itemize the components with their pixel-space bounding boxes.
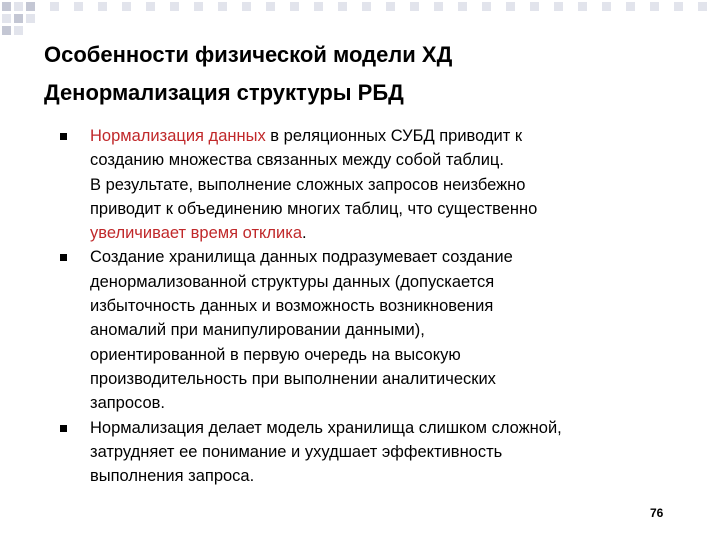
square-bullet-icon <box>60 133 67 140</box>
decor-square <box>14 26 23 35</box>
decor-square <box>98 2 107 11</box>
bullet-1-line-4: приводит к объединению многих таблиц, что существенно <box>90 199 538 218</box>
decor-square <box>314 2 323 11</box>
decor-square <box>506 2 515 11</box>
bullet-text-1 <box>90 124 682 245</box>
decor-square <box>434 2 443 11</box>
bullet-2-line-6: производительность при выполнении аналитических <box>90 369 496 388</box>
bullet-2-line-2: денормализованной структуры данных (допускается <box>90 272 495 291</box>
title-line-2: Денормализация структуры РБД <box>44 80 404 105</box>
bullet-2-line-4: аномалий при манипулировании данными), <box>90 321 425 340</box>
square-bullet-icon <box>60 254 67 261</box>
decor-square <box>26 14 35 23</box>
bullet-list <box>50 124 682 488</box>
decor-square <box>482 2 491 11</box>
decor-square <box>2 14 11 23</box>
bullet-item-2 <box>50 245 682 415</box>
decor-square <box>50 2 59 11</box>
decor-square <box>2 2 11 11</box>
decor-square <box>194 2 203 11</box>
decor-square <box>2 26 11 35</box>
bullet-2-line-7: запросов. <box>90 394 165 413</box>
body-text: в реляционных СУБД приводит к <box>265 127 523 145</box>
decor-square <box>362 2 371 11</box>
title-line-1: Особенности физической модели ХД <box>44 42 453 67</box>
page-number: 76 <box>650 506 664 520</box>
decor-square <box>698 2 707 11</box>
decor-square <box>242 2 251 11</box>
decor-square <box>122 2 131 11</box>
decor-square <box>674 2 683 11</box>
bullet-1-line-5 <box>90 221 682 245</box>
decor-square <box>458 2 467 11</box>
decor-square <box>602 2 611 11</box>
decor-square <box>146 2 155 11</box>
decor-square <box>410 2 419 11</box>
bullet-3-line-3: выполнения запроса. <box>90 467 255 486</box>
bullet-item-3 <box>50 416 682 489</box>
bullet-3-line-1: Нормализация делает модель хранилища слишком сложной, <box>90 418 562 437</box>
decor-square <box>626 2 635 11</box>
bullet-item-1 <box>50 124 682 245</box>
bullet-3-line-2: затрудняет ее понимание и ухудшает эффективность <box>90 442 503 461</box>
decor-square <box>170 2 179 11</box>
decor-square <box>290 2 299 11</box>
slide-title <box>44 36 684 112</box>
bullet-1-line-2: созданию множества связанных между собой таблиц. <box>90 151 504 170</box>
bullet-text-3 <box>90 416 682 489</box>
decor-square <box>14 2 23 11</box>
decor-square <box>218 2 227 11</box>
decor-square <box>554 2 563 11</box>
decor-square <box>74 2 83 11</box>
bullet-2-line-5: ориентированной в первую очередь на высокую <box>90 345 461 364</box>
bullet-text-2 <box>90 245 682 415</box>
decor-square <box>26 2 35 11</box>
bullet-1-line-1 <box>90 124 682 148</box>
decor-square <box>14 14 23 23</box>
decorative-squares-pattern <box>0 0 720 40</box>
bullet-1-line-3: В результате, выполнение сложных запросов неизбежно <box>90 175 526 194</box>
decor-square <box>266 2 275 11</box>
bullet-2-line-1: Создание хранилища данных подразумевает создание <box>90 248 513 267</box>
square-bullet-icon <box>60 425 67 432</box>
decor-square <box>338 2 347 11</box>
highlight-text: Нормализация данных <box>90 127 266 145</box>
body-text: . <box>302 224 307 243</box>
decor-square <box>650 2 659 11</box>
decor-square <box>386 2 395 11</box>
decor-square <box>530 2 539 11</box>
decor-square <box>578 2 587 11</box>
highlight-text: увеличивает время отклика <box>90 224 303 243</box>
bullet-2-line-3: избыточность данных и возможность возникновения <box>90 297 494 316</box>
